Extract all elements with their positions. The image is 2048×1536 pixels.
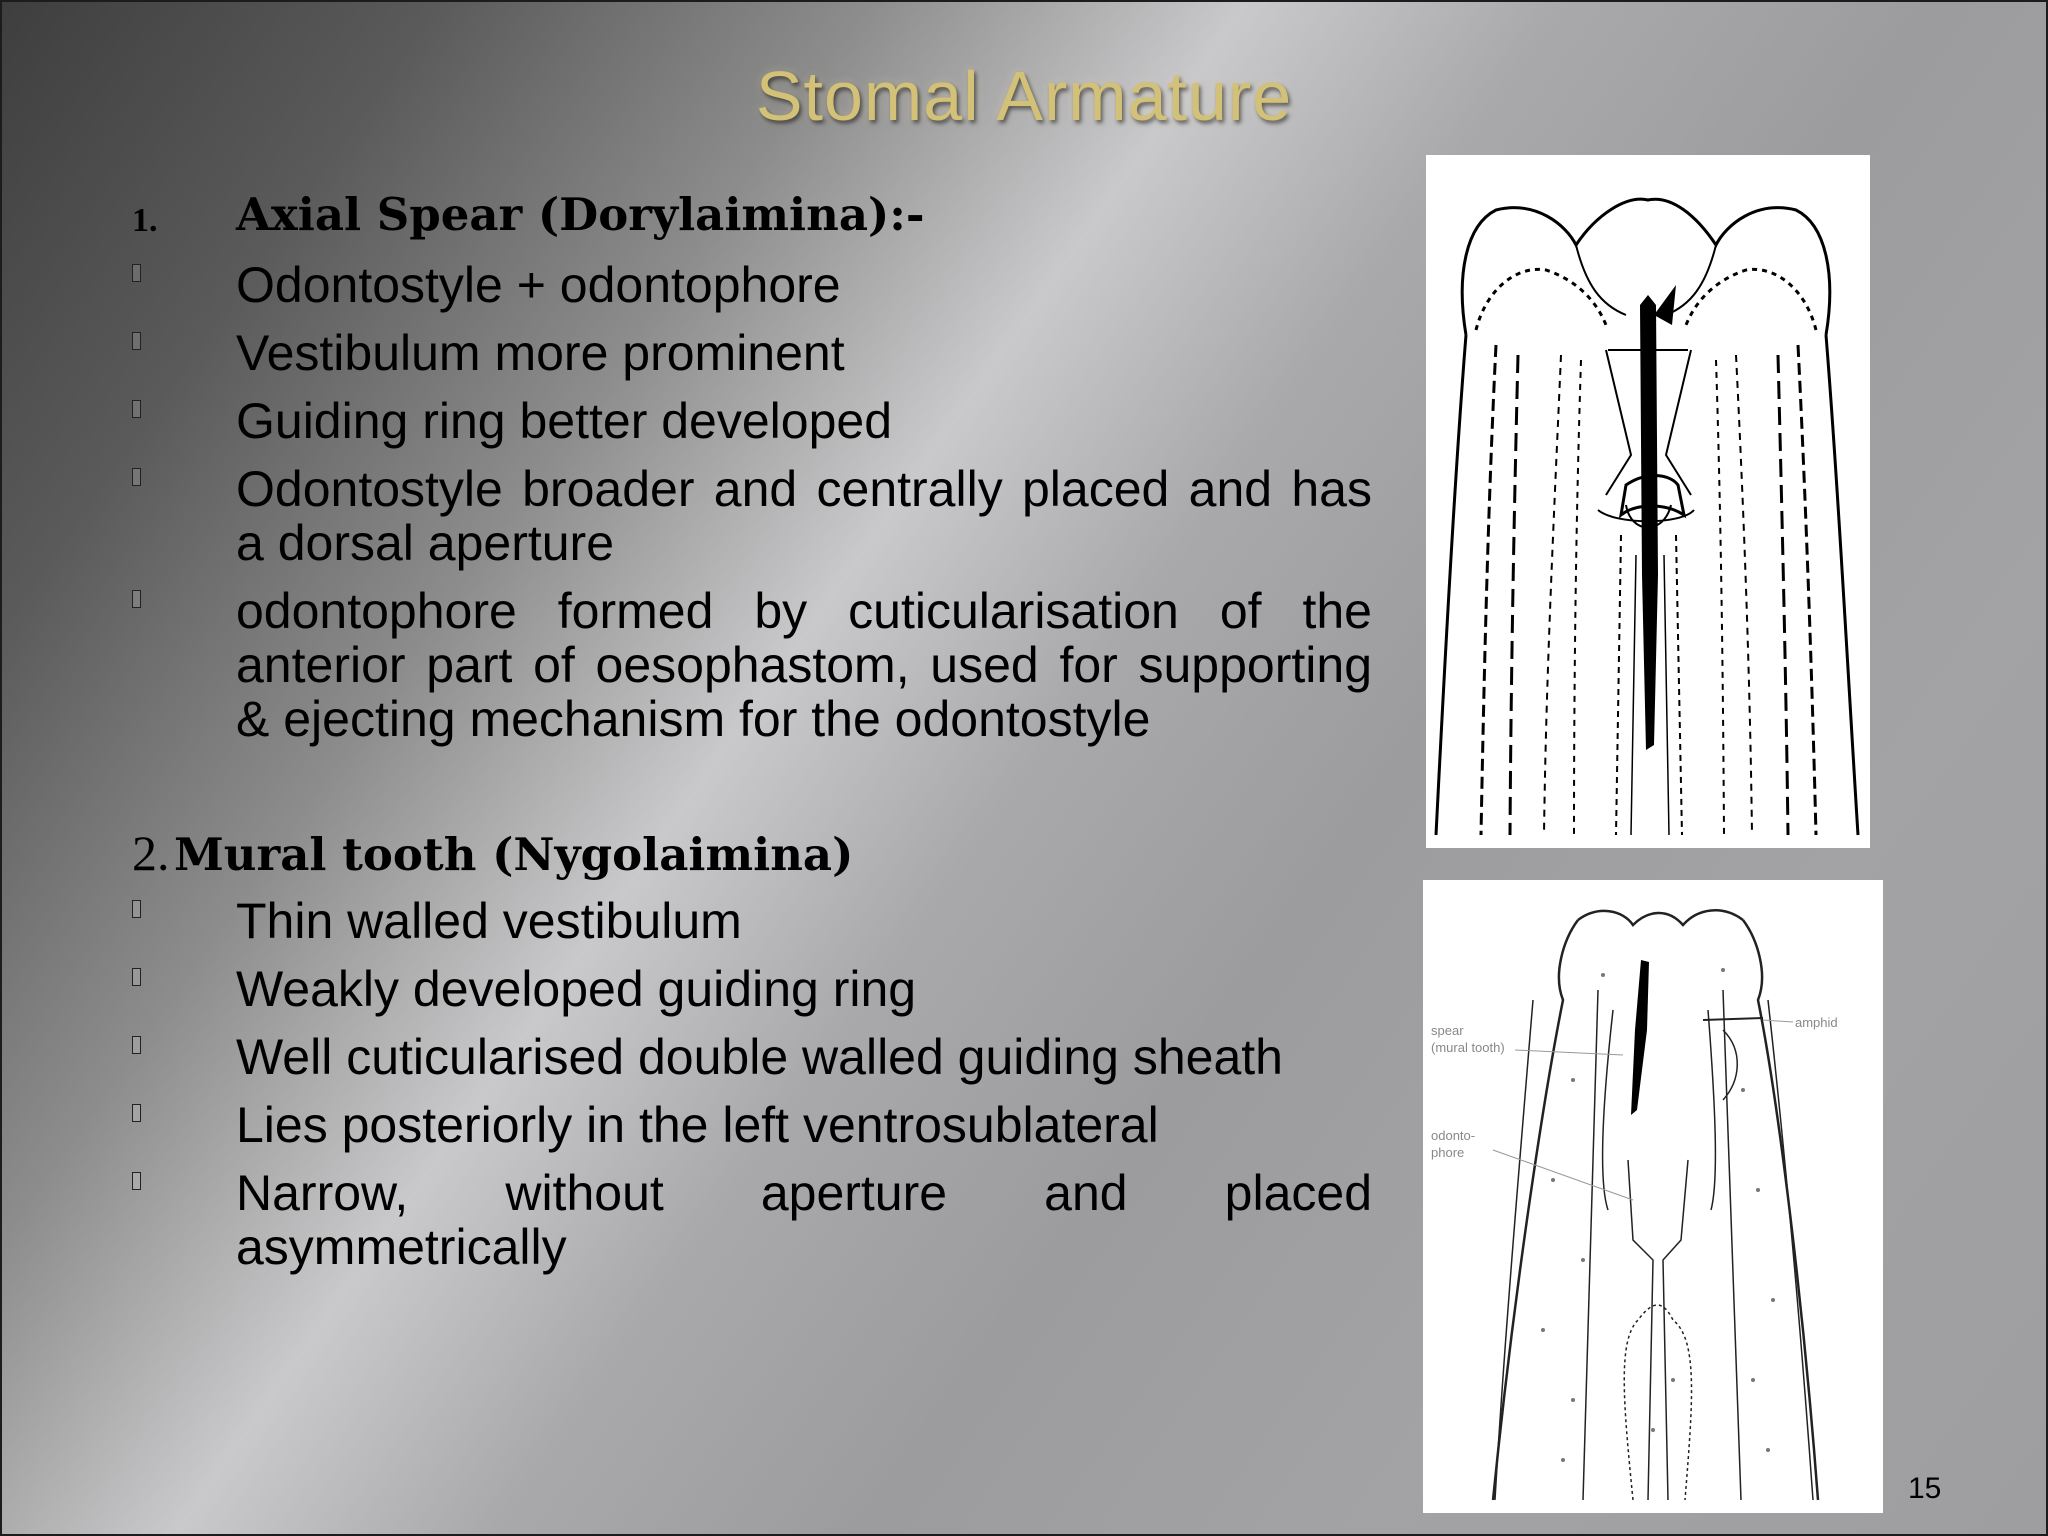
slide-content	[132, 188, 1372, 1288]
bullet-text: Lies posteriorly in the left ventrosublateral	[236, 1097, 1159, 1153]
list-item	[132, 326, 1372, 380]
bullet-icon	[132, 968, 141, 986]
stipple-dots	[1541, 968, 1775, 1462]
bullet-text: Guiding ring better developed	[236, 393, 893, 449]
bullet-text: Thin walled vestibulum	[236, 893, 742, 949]
label-amphid: amphid	[1795, 1015, 1838, 1030]
bullet-icon	[132, 332, 141, 350]
section2-title: Mural tooth (Nygolaimina)	[173, 828, 854, 881]
bullet-icon	[132, 468, 141, 486]
axial-spear-illustration	[1426, 155, 1870, 848]
label-spear: spear	[1431, 1023, 1464, 1038]
list-item	[132, 584, 1372, 746]
bullet-text: Narrow, without aperture and placed asymmetrically	[236, 1165, 1372, 1275]
bullet-text: Vestibulum more prominent	[236, 325, 845, 381]
label-mural-tooth: (mural tooth)	[1431, 1040, 1505, 1055]
bullet-icon	[132, 264, 141, 282]
bullet-text: odontophore formed by cuticularisation of the anterior part of oesophastom, used for supporting & ejecting mechanism for the odontostyle	[236, 583, 1372, 747]
page-number: 15	[1908, 1472, 1942, 1505]
bullet-icon	[132, 1036, 141, 1054]
bullet-icon	[132, 590, 141, 608]
list-item	[132, 462, 1372, 570]
list-item	[132, 258, 1372, 312]
section1-heading	[132, 188, 1372, 258]
section1-number: 1.	[132, 202, 158, 239]
bullet-text: Odontostyle + odontophore	[236, 257, 841, 313]
list-item	[132, 894, 1372, 948]
section2-heading	[132, 824, 1372, 894]
list-item	[132, 1166, 1372, 1274]
section2-bullet-list	[132, 894, 1372, 1274]
mural-tooth-drawing	[1423, 880, 1883, 1513]
section1-title: Axial Spear (Dorylaimina):-	[236, 188, 925, 241]
section2-number: 2.	[132, 825, 170, 881]
bullet-icon	[132, 1172, 141, 1190]
list-item	[132, 962, 1372, 1016]
mural-tooth-illustration	[1423, 880, 1883, 1513]
bullet-text: Well cuticularised double walled guiding sheath	[236, 1029, 1283, 1085]
bullet-text: Odontostyle broader and centrally placed and has a dorsal aperture	[236, 461, 1372, 571]
list-item	[132, 1098, 1372, 1152]
slide-title: Stomal Armature	[755, 57, 1293, 135]
bullet-icon	[132, 400, 141, 418]
list-item	[132, 1030, 1372, 1084]
section1-bullet-list	[132, 258, 1372, 746]
axial-spear-drawing	[1426, 155, 1870, 848]
bullet-icon	[132, 900, 141, 918]
bullet-icon	[132, 1104, 141, 1122]
label-phore: phore	[1431, 1145, 1465, 1160]
list-item	[132, 394, 1372, 448]
label-odonto: odonto-	[1431, 1128, 1476, 1143]
bullet-text: Weakly developed guiding ring	[236, 961, 917, 1017]
